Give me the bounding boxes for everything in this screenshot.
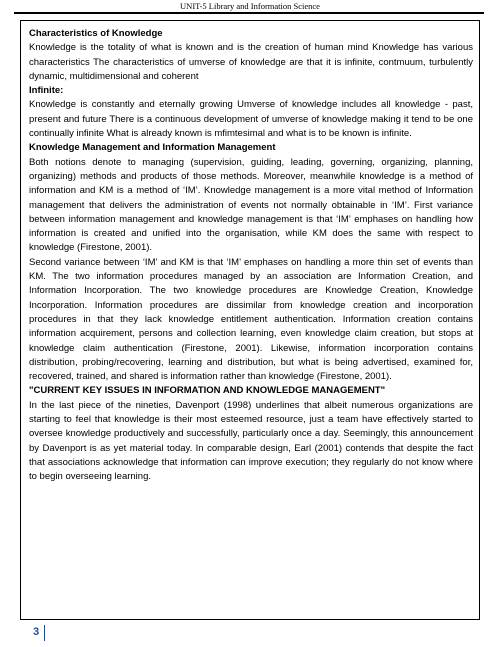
page-number: 3 xyxy=(33,626,40,638)
heading-km-im: Knowledge Management and Information Management xyxy=(29,142,276,154)
page-content xyxy=(29,27,473,485)
heading-characteristics: Characteristics of Knowledge xyxy=(29,28,163,39)
heading-current-issues: "CURRENT KEY ISSUES IN INFORMATION AND KNOWLEDGE MANAGEMENT" xyxy=(29,385,386,397)
header-rule xyxy=(14,12,484,14)
page-number-divider xyxy=(44,625,45,641)
paragraph-infinite: Knowledge is constantly and eternally growing Umverse of knowledge includes all knowledge - past, present and future There is a continuous development of umverse of knowledge making it tend to be one continually infinite What is already known is mfimtesimal and what is to be known is infinite. xyxy=(29,99,473,140)
paragraph-current-issues: In the last piece of the nineties, Davenport (1998) underlines that albeit numerous organizations are starting to feel that knowledge is their most esteemed resource, just a team have effectively started to oversee knowledge productively and successfully, particularly once a day. Seemingly, this announcement by Davenport is as yet material today. In comparable design, Earl (2001) contends that despite the fact that associations acknowledge that information can improve execution; they regularly do not know where to begin overseeing learning. xyxy=(29,399,473,483)
paragraph-km-im-2: Second variance between ‘IM’ and KM is that ‘IM’ emphases on handling a more thin set of events than KM. The two information procedures managed by an association are Information Creation, and Information Incorporation. The two knowledge procedures are Knowledge Creation, Knowledge Incorporation. Information procedures are dissimilar from knowledge creation and incorporation procedures in that they lack knowledge entitlement authentication. Information creation contains information acquirement, persons and collection learning, even knowledge claim creation, but stops at knowledge claim authentication (Firestone, 2001). Likewise, information incorporation contains distribution, probing/recovering, learning and distribution, but what is being advertised, examined for, recovered, trained, and shared is information rather than knowledge (Firestone, 2001). xyxy=(29,256,473,383)
heading-infinite: Infinite: xyxy=(29,85,64,97)
paragraph-km-im-1: Both notions denote to managing (supervision, guiding, leading, governing, organizing, planning, organizing) methods and products of those methods. Moreover, meanwhile knowledge is a method of information and KM is a method of ‘IM’. Knowledge management is a more vital method of Information management that delivers the administration of events not normally obtainable in ‘IM’. First variance between information management and knowledge management is that ‘IM’ emphases on handling how information is created and unified into the organisation, while KM does the same with respect to knowledge (Firestone, 2001). xyxy=(29,156,473,254)
running-header: UNIT-5 Library and Information Science xyxy=(180,1,320,11)
paragraph-characteristics: Knowledge is the totality of what is known and is the creation of human mind Knowledge has various characteristics The characteristics of umverse of knowledge are that it is infinite, contmuum, turbulently dynamic, multidimensional and coherent xyxy=(29,42,473,82)
